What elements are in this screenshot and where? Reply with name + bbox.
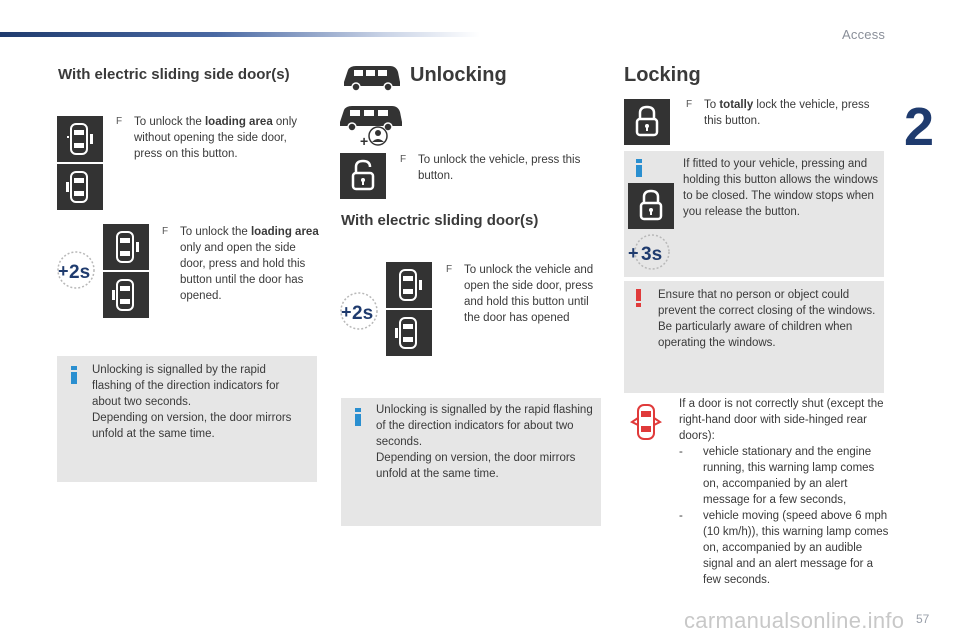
svg-text:+: + xyxy=(628,243,639,263)
col3-step1 xyxy=(686,97,886,129)
svg-text:+: + xyxy=(360,133,369,148)
unlock-button-icon xyxy=(340,153,386,199)
col3-info-text: If fitted to your vehicle, pressing and holding this button allows the windows to be closed. The window stops when you release the button. xyxy=(683,158,878,218)
svg-text:+: + xyxy=(341,302,352,322)
page-number: 57 xyxy=(916,612,930,626)
sliding-door-open-icon-bottom xyxy=(386,310,432,356)
col2-step1 xyxy=(400,152,600,184)
col1-info-line2: Depending on version, the door mirrors unfold at the same time. xyxy=(92,412,292,440)
col2-step2 xyxy=(446,262,600,326)
sliding-door-open-icon-top xyxy=(386,262,432,308)
col1-step2-pre: To unlock the xyxy=(180,226,251,238)
col1-step2-post: only and open the side door, press and hold this button until the door has opened. xyxy=(180,242,306,302)
col1-info-box xyxy=(57,356,317,482)
door-open-warning-lamp-icon xyxy=(630,402,662,442)
van-with-person-icon xyxy=(336,100,408,148)
header-accent-bar xyxy=(0,32,480,37)
chapter-number: 2 xyxy=(904,97,935,157)
lock-button-icon xyxy=(624,99,670,145)
col3-step1-pre: To xyxy=(704,99,720,111)
info-icon xyxy=(71,366,77,382)
col3-step1-bold: totally xyxy=(719,99,754,111)
door-warning-list xyxy=(679,444,889,588)
dash-marker: - xyxy=(679,510,683,522)
col1-step2 xyxy=(162,224,320,304)
col3-warning-box xyxy=(624,281,884,393)
bullet-icon: F xyxy=(686,99,693,110)
timer-2s-label: 2s xyxy=(69,262,91,283)
col1-info-line1: Unlocking is signalled by the rapid flashing of the direction indicators for about two seconds. xyxy=(92,364,280,408)
unlocking-heading: Unlocking xyxy=(410,64,507,86)
watermark: carmanualsonline.info xyxy=(684,608,905,633)
loading-area-unlock-icon xyxy=(57,116,103,162)
sliding-side-door-heading: With electric sliding side door(s) xyxy=(58,66,290,83)
col3-info-box xyxy=(624,151,884,277)
bullet-icon: F xyxy=(446,264,453,275)
col2-step2-text: To unlock the vehicle and open the side door, press and hold this button until the door has opened xyxy=(464,264,594,324)
timer-2s-label: 2s xyxy=(352,303,374,324)
list-item xyxy=(679,508,889,588)
bullet-icon: F xyxy=(162,226,169,237)
col1-step2-bold: loading area xyxy=(250,226,319,238)
svg-text:+: + xyxy=(58,261,69,281)
col3-step1-post: lock the vehicle, press this button. xyxy=(704,99,870,127)
lock-hold-icon xyxy=(628,183,674,229)
timer-2s-icon xyxy=(338,290,380,332)
col2-info-line2: Depending on version, the door mirrors unfold at the same time. xyxy=(376,452,576,480)
locking-heading: Locking xyxy=(624,64,701,86)
warning-icon xyxy=(636,289,642,307)
col2-step1-text: To unlock the vehicle, press this button. xyxy=(418,154,581,182)
info-icon xyxy=(355,408,361,424)
col1-step1-pre: To unlock the xyxy=(134,116,205,128)
list-item xyxy=(679,444,889,508)
bullet-icon: F xyxy=(400,154,407,165)
sliding-door-subheading: With electric sliding door(s) xyxy=(341,212,539,229)
door-item-text: vehicle stationary and the engine running, this warning lamp comes on, accompanied by an alert message for a few seconds, xyxy=(703,446,875,506)
timer-3s-icon xyxy=(628,231,670,273)
col1-step1 xyxy=(116,114,316,162)
loading-area-open-icon-bottom xyxy=(103,272,149,318)
col1-step1-bold: loading area xyxy=(204,116,273,128)
section-title: Access xyxy=(842,27,886,42)
door-item-text: vehicle moving (speed above 6 mph (10 km/h)), this warning lamp comes on, accompanied by an audible signal and an alert message for a few seconds. xyxy=(703,510,889,586)
col3-door-section xyxy=(679,396,889,588)
side-door-icon xyxy=(57,164,103,210)
col3-warning-line1: Ensure that no person or object could prevent the correct closing of the windows. xyxy=(658,289,876,317)
col3-door-text: If a door is not correctly shut (except the right-hand door with side-hinged rear doors): xyxy=(679,398,884,442)
timer-3s-label: 3s xyxy=(641,244,663,265)
van-icon xyxy=(340,62,402,92)
col2-info-box xyxy=(341,398,601,526)
col1-step1-post: only without opening the side door, press on this button. xyxy=(134,116,298,160)
timer-2s-icon xyxy=(55,249,97,291)
col3-warning-line2: Be particularly aware of children when operating the windows. xyxy=(658,321,853,349)
info-icon xyxy=(636,159,642,175)
bullet-icon: F xyxy=(116,116,123,127)
dash-marker: - xyxy=(679,446,683,458)
col2-info-line1: Unlocking is signalled by the rapid flashing of the direction indicators for about two seconds. xyxy=(376,404,593,448)
loading-area-open-icon-top xyxy=(103,224,149,270)
